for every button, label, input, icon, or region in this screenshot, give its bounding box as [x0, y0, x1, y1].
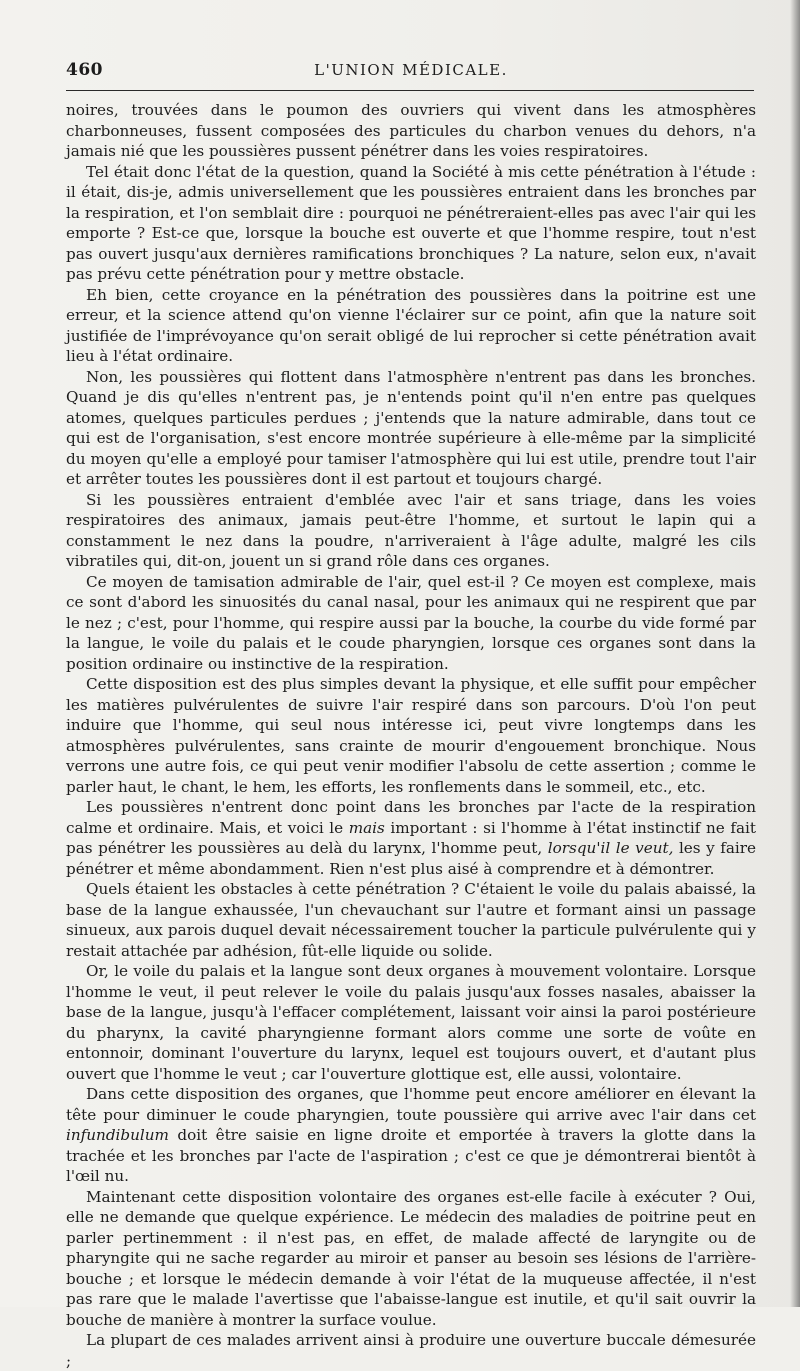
page-number: 460 — [66, 60, 103, 80]
paragraph: Quels étaient les obstacles à cette pénétration ? C'étaient le voile du palais abaissé, la base de la langue exhaussée, l'un chevauchant sur l'autre et formant ainsi un passage sinueux, aux parois duquel devait nécessairement toucher la particule pulvérulente qui y restait attachée par adhésion, fût-elle liquide ou solide. — [66, 880, 756, 960]
paragraph: Eh bien, cette croyance en la pénétration des poussières dans la poitrine est une erreur, et la science attend qu'on vienne l'éclairer sur ce point, afin que la nature soit justifiée de l'imprévoyance qu'on serait obligé de lui reprocher si cette pénétration avait lieu à l'état ordinaire. — [66, 285, 756, 365]
paragraph: Dans cette disposition des organes, que l'homme peut encore améliorer en élevant la tête pour diminuer le coude pharyngien, toute poussière qui arrive avec l'air dans cet infundibulum doit être saisie en ligne droite et emportée à travers la glotte dans la trachée et les bronches par l'acte de l'aspiration ; c'est ce que je démontrerai bientôt à l'œil nu. — [66, 1085, 756, 1185]
page-edge-shadow — [790, 0, 800, 1307]
italic-word: mais — [348, 818, 385, 837]
header-rule — [66, 90, 754, 91]
paragraph: Tel était donc l'état de la question, quand la Société à mis cette pénétration à l'étude : il était, dis-je, admis universellement que les poussières entraient dans les bronches par la respiration, et l'on semblait dire : pourquoi ne pénétreraient-elles pas avec l'air qui les emporte ? Est-ce que, lorsque la bouche est ouverte et que l'homme respire, tout n'est pas ouvert jusqu'aux dernières ramifications bronchiques ? La nature, selon eux, n'avait pas prévu cette pénétration pour y mettre obstacle. — [66, 162, 756, 283]
paragraph: Ce moyen de tamisation admirable de l'air, quel est-il ? Ce moyen est complexe, mais ce sont d'abord les sinuosités du canal nasal, pour les animaux qui ne respirent que par le nez ; c'est, pour l'homme, qui respire aussi par la bouche, la courbe du vide formé par la langue, le voile du palais et le coude pharyngien, lorsque ces organes sont dans la position ordinaire ou instinctive de la respiration. — [66, 572, 756, 673]
paragraph: Si les poussières entraient d'emblée avec l'air et sans triage, dans les voies respiratoires des animaux, jamais peut-être l'homme, et surtout le lapin qui a constamment le nez dans la poudre, n'arriveraient à l'âge adulte, malgré les cils vibratiles qui, dit-on, jouent un si grand rôle dans ces organes. — [66, 490, 756, 570]
paragraph: La plupart de ces malades arrivent ainsi à produire une ouverture buccale démesurée ; — [66, 1331, 756, 1370]
article-body — [66, 100, 756, 1371]
page-header — [66, 58, 756, 88]
italic-phrase: lorsqu'il le veut, — [547, 839, 674, 857]
paragraph: Non, les poussières qui flottent dans l'atmosphère n'entrent pas dans les bronches. Quand je dis qu'elles n'entrent pas, je n'entends point qu'il n'en entre pas quelques atomes, quelques particules perdues ; j'entends que la nature admirable, dans tout ce qui est de l'organisation, s'est encore montrée supérieure à elle-même par la simplicité du moyen qu'elle a employé pour tamiser l'atmosphère qui lui est utile, prendre tout l'air et arrêter toutes les poussières dont il est partout et toujours chargé. — [66, 367, 756, 488]
running-title: L'UNION MÉDICALE. — [314, 61, 508, 79]
paragraph: Les poussières n'entrent donc point dans les bronches par l'acte de la respiration calme et ordinaire. Mais, et voici le mais important : si l'homme à l'état instinctif ne fait pas pénétrer les poussières au delà du larynx, l'homme peut, lorsqu'il le veut, les y faire pénétrer et même abondamment. Rien n'est plus aisé à comprendre et à démontrer. — [66, 798, 757, 878]
paragraph: Maintenant cette disposition volontaire des organes est-elle facile à exécuter ? Oui, elle ne demande que quelque expérience. Le médecin des maladies de poitrine peut en parler pertinemment : il n'est pas, en effet, de malade affecté de laryngite ou de pharyngite qui ne sache regarder au miroir et panser au besoin ses lésions de l'arrière-bouche ; et lorsque le médecin demande à voir l'état de la muqueuse affectée, il n'est pas rare que le malade l'avertisse que l'abaisse-langue est inutile, et qu'il sait ouvrir la bouche de manière à montrer la surface voulue. — [66, 1187, 756, 1329]
paragraph: Or, le voile du palais et la langue sont deux organes à mouvement volontaire. Lorsque l'homme le veut, il peut relever le voile du palais jusqu'aux fosses nasales, abaisser la base de la langue, jusqu'à l'effacer complétement, laissant voir ainsi la paroi postérieure du pharynx, la cavité pharyngienne formant alors comme une sorte de voûte en entonnoir, dominant l'ouverture du larynx, lequel est toujours ouvert, et d'autant plus ouvert que l'homme le veut ; car l'ouverture glottique est, elle aussi, volontaire. — [66, 962, 756, 1083]
italic-word: infundibulum — [66, 1126, 169, 1144]
paragraph: noires, trouvées dans le poumon des ouvriers qui vivent dans les atmosphères charbonneuses, fussent composées des particules du charbon venues du dehors, n'a jamais nié que les poussières pussent pénétrer dans les voies respiratoires. — [66, 101, 756, 160]
paragraph: Cette disposition est des plus simples devant la physique, et elle suffit pour empêcher les matières pulvérulentes de suivre l'air respiré dans son parcours. D'où l'on peut induire que l'homme, qui seul nous intéresse ici, peut vivre longtemps dans les atmosphères pulvérulentes, sans crainte de mourir d'engouement bronchique. Nous verrons une autre fois, ce qui peut venir modifier l'absolu de cette assertion ; comme le parler haut, le chant, le hem, les efforts, les ronflements dans le sommeil, etc., etc. — [66, 675, 756, 796]
